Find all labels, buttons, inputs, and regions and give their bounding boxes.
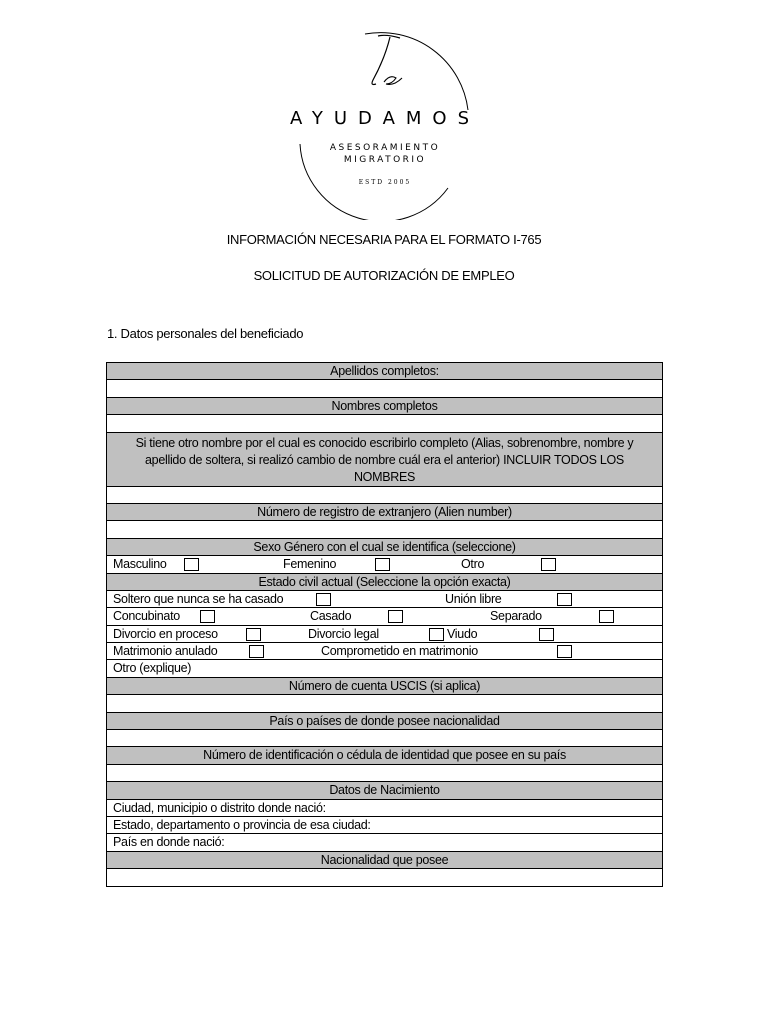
otro-nombre-label: Si tiene otro nombre por el cual es conocido escribirlo completo (Alias, sobrenombre, nombre y apellido de soltera, si realizó cambio de nombre cuál era el anterior) INCLUIR TODOS LOS NOMBRES <box>107 433 662 487</box>
logo-subtitle-line1: ASESORAMIENTO <box>329 143 441 153</box>
checkbox-masculino[interactable] <box>184 558 199 571</box>
apellidos-label: Apellidos completos: <box>107 363 662 380</box>
checkbox-soltero[interactable] <box>316 593 331 606</box>
checkbox-viudo[interactable] <box>539 628 554 641</box>
nacionalidad-paises-field[interactable] <box>107 730 662 747</box>
checkbox-union-libre[interactable] <box>557 593 572 606</box>
pais-nacio-label: País en donde nació: <box>113 835 225 850</box>
checkbox-casado[interactable] <box>388 610 403 623</box>
nacionalidad-paises-label: País o países de donde posee nacionalidad <box>107 713 662 730</box>
option-concubinato-label: Concubinato <box>113 609 180 624</box>
option-casado-label: Casado <box>310 609 352 624</box>
identificacion-field[interactable] <box>107 765 662 782</box>
estado-row-3 <box>107 626 662 643</box>
checkbox-divorcio-legal[interactable] <box>429 628 444 641</box>
alien-number-field[interactable] <box>107 521 662 538</box>
nacimiento-label: Datos de Nacimiento <box>107 782 662 799</box>
logo-brand-name: AYUDAMOS <box>289 108 481 129</box>
option-otro-explique-label: Otro (explique) <box>113 661 192 676</box>
otro-nombre-field[interactable] <box>107 487 662 504</box>
estado-row-1 <box>107 591 662 608</box>
option-viudo-label: Viudo <box>447 626 478 641</box>
option-divorcio-legal-label: Divorcio legal <box>308 626 379 641</box>
logo-subtitle-line2: MIGRATORIO <box>343 155 427 165</box>
checkbox-separado[interactable] <box>599 610 614 623</box>
sexo-options-row <box>107 556 662 573</box>
document-subtitle: SOLICITUD DE AUTORIZACIÓN DE EMPLEO <box>253 268 515 283</box>
nombres-label: Nombres completos <box>107 398 662 415</box>
checkbox-divorcio-proceso[interactable] <box>246 628 261 641</box>
uscis-label: Número de cuenta USCIS (si aplica) <box>107 678 662 695</box>
checkbox-matrimonio-anulado[interactable] <box>249 645 264 658</box>
option-matrimonio-anulado-label: Matrimonio anulado <box>113 644 218 659</box>
option-comprometido-label: Comprometido en matrimonio <box>321 644 478 659</box>
otro-explique-row <box>107 660 662 677</box>
pais-nacio-field[interactable] <box>107 834 662 851</box>
option-otro-label: Otro <box>461 557 485 572</box>
beneficiary-form <box>106 362 663 887</box>
document-title: INFORMACIÓN NECESARIA PARA EL FORMATO I-765 <box>226 232 542 247</box>
option-union-libre-label: Unión libre <box>445 591 502 606</box>
ciudad-label: Ciudad, municipio o distrito donde nació: <box>113 800 326 815</box>
estado-civil-label: Estado civil actual (Seleccione la opción exacta) <box>107 574 662 591</box>
checkbox-femenino[interactable] <box>375 558 390 571</box>
alien-number-label: Número de registro de extranjero (Alien number) <box>107 504 662 521</box>
uscis-field[interactable] <box>107 695 662 712</box>
estado-dep-field[interactable] <box>107 817 662 834</box>
checkbox-comprometido[interactable] <box>557 645 572 658</box>
nacionalidad-label: Nacionalidad que posee <box>107 852 662 869</box>
nombres-field[interactable] <box>107 415 662 432</box>
section-heading: 1. Datos personales del beneficiado <box>107 326 304 341</box>
company-logo <box>270 22 500 220</box>
option-masculino-label: Masculino <box>113 557 167 572</box>
option-divorcio-proceso-label: Divorcio en proceso <box>113 626 218 641</box>
sexo-label: Sexo Género con el cual se identifica (seleccione) <box>107 539 662 556</box>
logo-established: ESTD 2005 <box>358 179 412 186</box>
estado-dep-label: Estado, departamento o provincia de esa ciudad: <box>113 817 371 832</box>
checkbox-otro[interactable] <box>541 558 556 571</box>
apellidos-field[interactable] <box>107 380 662 397</box>
option-soltero-label: Soltero que nunca se ha casado <box>113 591 284 606</box>
estado-row-2 <box>107 608 662 625</box>
checkbox-concubinato[interactable] <box>200 610 215 623</box>
option-femenino-label: Femenino <box>283 557 337 572</box>
nacionalidad-field[interactable] <box>107 869 662 886</box>
option-separado-label: Separado <box>490 609 542 624</box>
identificacion-label: Número de identificación o cédula de identidad que posee en su país <box>107 747 662 764</box>
estado-row-4 <box>107 643 662 660</box>
ciudad-field[interactable] <box>107 800 662 817</box>
